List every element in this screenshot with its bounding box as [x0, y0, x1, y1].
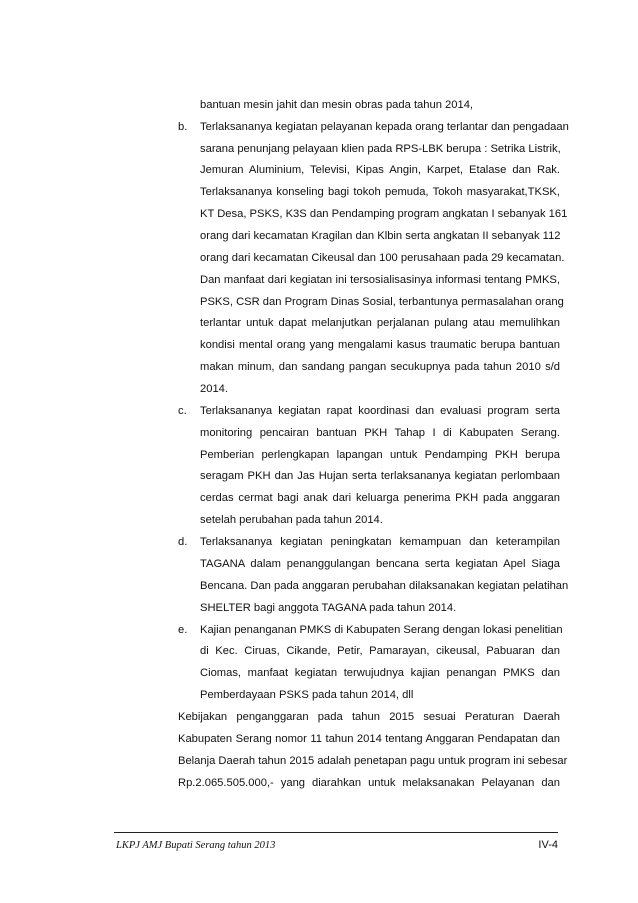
footer-rule	[114, 832, 558, 833]
item-line: di Kec. Ciruas, Cikande, Petir, Pamarayan, cikeusal, Pabuaran dan	[200, 645, 560, 657]
item-line: Pemberian perlengkapan lapangan untuk Pendamping PKH berupa	[200, 449, 560, 461]
item-marker: d.	[178, 536, 188, 548]
item-a-continuation: bantuan mesin jahit dan mesin obras pada tahun 2014,	[200, 99, 474, 111]
item-line: 2014.	[200, 383, 228, 395]
item-line: kondisi mental orang yang mengalami kasus traumatic berupa bantuan	[200, 339, 560, 351]
item-line: Terlaksananya konseling bagi tokoh pemuda, Tokoh masyarakat,TKSK,	[200, 186, 560, 198]
item-line: SHELTER bagi anggota TAGANA pada tahun 2014.	[200, 602, 457, 614]
paragraph-line: Kebijakan penganggaran pada tahun 2015 sesuai Peraturan Daerah	[178, 711, 560, 723]
item-line: Dan manfaat dari kegiatan ini tersosialisasinya informasi tentang PMKS,	[200, 274, 560, 286]
item-line: Kajian penanganan PMKS di Kabupaten Serang dengan lokasi penelitian	[200, 624, 563, 636]
item-line: monitoring pencairan bantuan PKH Tahap I di Kabupaten Serang.	[200, 427, 560, 439]
item-line: Pemberdayaan PSKS pada tahun 2014, dll	[200, 689, 414, 701]
item-marker: c.	[178, 405, 187, 417]
item-line: orang dari kecamatan Cikeusal dan 100 perusahaan pada 29 kecamatan.	[200, 252, 565, 264]
item-line: cerdas cermat bagi anak dari keluarga penerima PKH pada anggaran	[200, 492, 560, 504]
item-line: Jemuran Aluminium, Televisi, Kipas Angin, Karpet, Etalase dan Rak.	[200, 164, 560, 176]
item-line: Ciomas, manfaat kegiatan terwujudnya kajian penangan PMKS dan	[200, 667, 560, 679]
item-marker: b.	[178, 121, 188, 133]
item-line: Terlaksananya kegiatan peningkatan kemampuan dan keterampilan	[200, 536, 560, 548]
item-line: seragam PKH dan Jas Hujan serta terlaksananya kegiatan perlombaan	[200, 470, 560, 482]
item-line: Bencana. Dan pada anggaran perubahan dilaksanakan kegiatan pelatihan	[200, 580, 569, 592]
item-line: terlantar untuk dapat melanjutkan perjalanan pulang atau memulihkan	[200, 317, 560, 329]
item-line: sarana penunjang pelayaan klien pada RPS-LBK berupa : Setrika Listrik,	[200, 143, 561, 155]
footer-title: LKPJ AMJ Bupati Serang tahun 2013	[116, 840, 276, 851]
item-line: makan minum, dan sandang pangan secukupnya pada tahun 2010 s/d	[200, 361, 560, 373]
item-line: orang dari kecamatan Kragilan dan Klbin serta angkatan II sebanyak 112	[200, 230, 561, 242]
item-line: Terlaksananya kegiatan rapat koordinasi dan evaluasi program serta	[200, 405, 560, 417]
item-line: Terlaksananya kegiatan pelayanan kepada orang terlantar dan pengadaan	[200, 121, 569, 133]
paragraph-line: Belanja Daerah tahun 2015 adalah penetapan pagu untuk program ini sebesar	[178, 755, 568, 767]
item-line: TAGANA dalam penanggulangan bencana serta kegiatan Apel Siaga	[200, 558, 560, 570]
paragraph-line: Kabupaten Serang nomor 11 tahun 2014 tentang Anggaran Pendapatan dan	[178, 733, 560, 745]
paragraph-line: Rp.2.065.505.000,- yang diarahkan untuk melaksanakan Pelayanan dan	[178, 777, 560, 789]
item-line: PSKS, CSR dan Program Dinas Sosial, terbantunya permasalahan orang	[200, 296, 564, 308]
item-line: KT Desa, PSKS, K3S dan Pendamping program angkatan I sebanyak 161	[200, 208, 568, 220]
item-line: setelah perubahan pada tahun 2014.	[200, 514, 383, 526]
page-number: IV-4	[538, 839, 558, 851]
item-marker: e.	[178, 624, 188, 636]
